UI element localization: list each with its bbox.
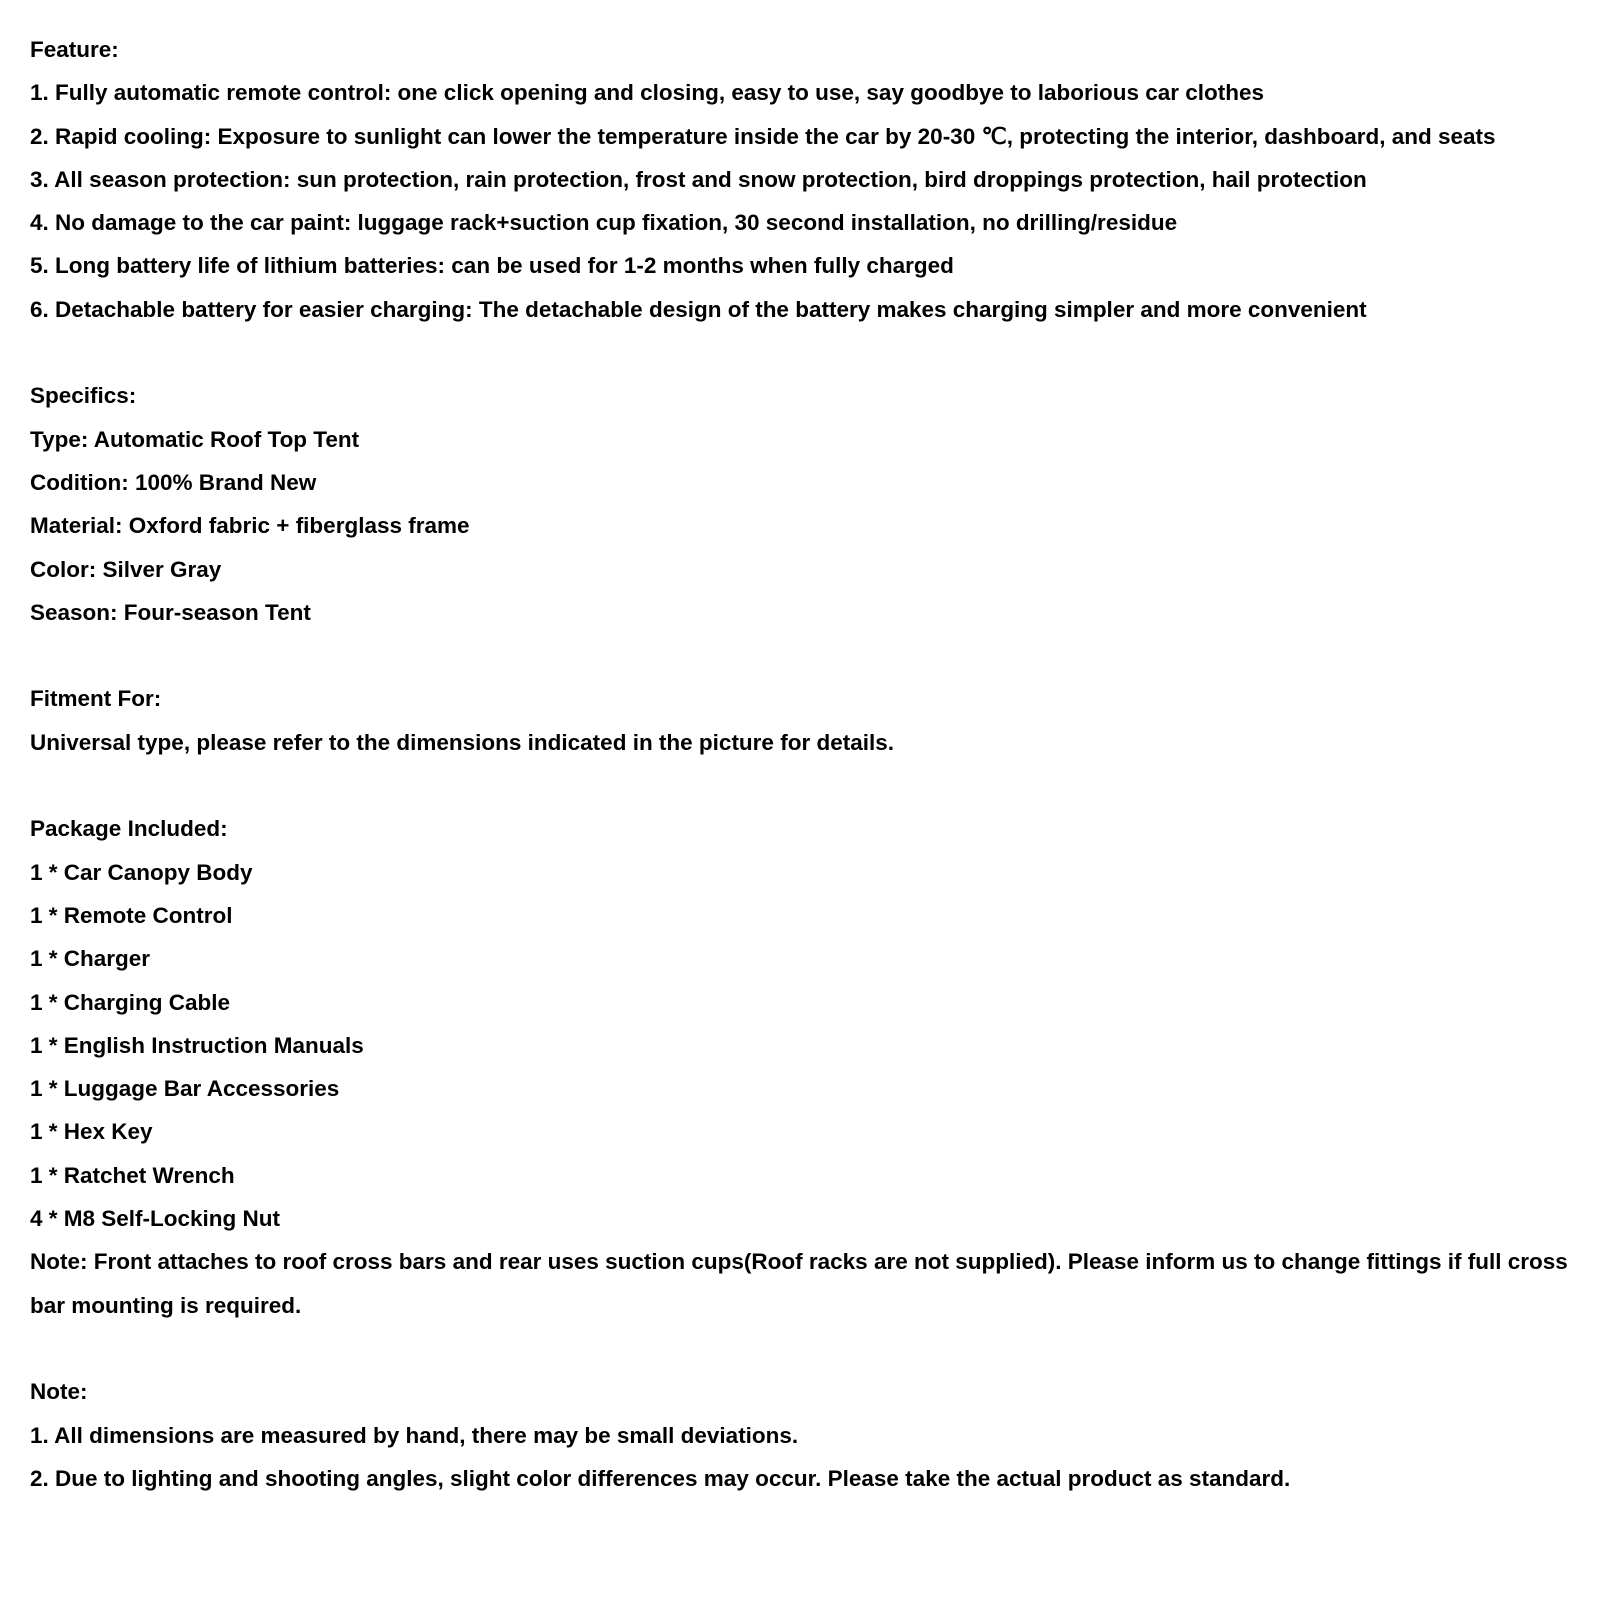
package-item: 1 * Charger xyxy=(30,946,151,972)
package-item: 1 * Remote Control xyxy=(30,902,233,928)
feature-item: 3. All season protection: sun protection, rain protection, frost and snow protection, bird droppings protection, hail protection xyxy=(30,166,1367,192)
package-item: 1 * Charging Cable xyxy=(30,989,231,1015)
specifics-heading: Specifics: xyxy=(30,383,137,409)
feature-item: 1. Fully automatic remote control: one click opening and closing, easy to use, say goodbye to laborious car clothes xyxy=(30,80,1265,106)
notes-heading: Note: xyxy=(30,1379,88,1405)
fitment-text: Universal type, please refer to the dimensions indicated in the picture for details. xyxy=(30,729,894,755)
section-spacer xyxy=(30,764,1585,807)
package-item: 1 * Luggage Bar Accessories xyxy=(30,1076,340,1102)
package-item: 1 * Hex Key xyxy=(30,1119,153,1145)
section-spacer xyxy=(30,1327,1585,1370)
feature-item: 6. Detachable battery for easier charging: The detachable design of the battery makes charging simpler and more convenient xyxy=(30,296,1367,322)
spec-item-material: Material: Oxford fabric + fiberglass frame xyxy=(30,513,470,539)
fitment-heading: Fitment For: xyxy=(30,686,162,712)
spec-item-condition: Codition: 100% Brand New xyxy=(30,469,317,495)
package-heading: Package Included: xyxy=(30,816,228,842)
section-spacer xyxy=(30,331,1585,374)
feature-section xyxy=(30,28,1585,331)
package-item: 4 * M8 Self-Locking Nut xyxy=(30,1206,281,1232)
notes-section xyxy=(30,1370,1585,1500)
fitment-section xyxy=(30,677,1585,764)
section-spacer xyxy=(30,634,1585,677)
note-item: 1. All dimensions are measured by hand, there may be small deviations. xyxy=(30,1422,799,1448)
package-item: 1 * Car Canopy Body xyxy=(30,859,253,885)
package-note: Note: Front attaches to roof cross bars and rear uses suction cups(Roof racks are not supplied). Please inform us to change fittings if full cross bar mounting is required. xyxy=(30,1249,1568,1318)
feature-item: 2. Rapid cooling: Exposure to sunlight can lower the temperature inside the car by 20-30 ℃, protecting the interior, dashboard, and seats xyxy=(30,123,1496,149)
package-item: 1 * Ratchet Wrench xyxy=(30,1162,235,1188)
feature-item: 4. No damage to the car paint: luggage rack+suction cup fixation, 30 second installation, no drilling/residue xyxy=(30,210,1178,236)
spec-item-type: Type: Automatic Roof Top Tent xyxy=(30,426,360,452)
package-item: 1 * English Instruction Manuals xyxy=(30,1032,364,1058)
feature-item: 5. Long battery life of lithium batteries: can be used for 1-2 months when fully charged xyxy=(30,253,954,279)
spec-item-season: Season: Four-season Tent xyxy=(30,599,311,625)
note-item: 2. Due to lighting and shooting angles, slight color differences may occur. Please take the actual product as standard. xyxy=(30,1465,1291,1491)
package-section xyxy=(30,807,1585,1327)
specifics-section xyxy=(30,374,1585,634)
product-description xyxy=(30,28,1585,1500)
spec-item-color: Color: Silver Gray xyxy=(30,556,222,582)
feature-heading: Feature: xyxy=(30,37,119,62)
